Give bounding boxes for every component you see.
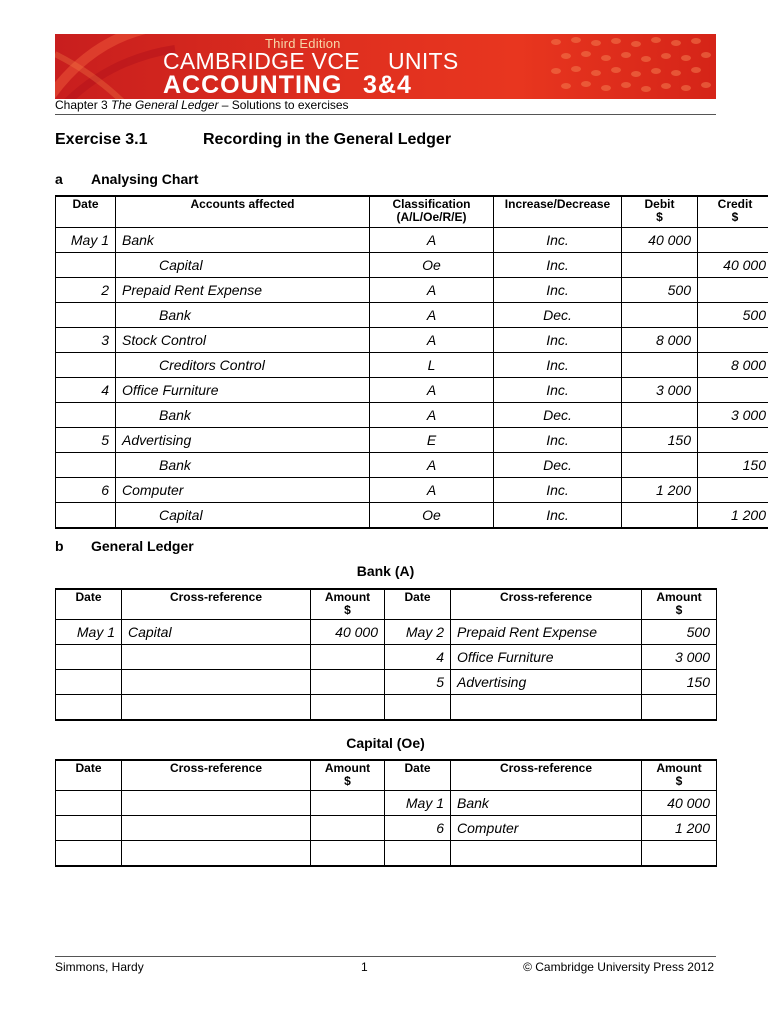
table-row: [56, 253, 768, 278]
credit-cross-reference-cell: [451, 695, 642, 721]
debit-cross-reference-cell: [122, 695, 311, 721]
debit-cell: [622, 403, 698, 428]
classification-cell: A: [370, 403, 494, 428]
debit-date-cell: [56, 670, 122, 695]
credit-amount-cell: 150: [642, 670, 717, 695]
debit-cross-reference-cell: [122, 670, 311, 695]
date-cell: 3: [56, 328, 116, 353]
classification-cell: A: [370, 328, 494, 353]
chapter-heading: [55, 98, 716, 115]
credit-cross-reference-cell: Computer: [451, 816, 642, 841]
banner-units-label: UNITS: [388, 48, 459, 74]
header-credit-line2: $: [731, 210, 739, 224]
debit-amount-cell: [311, 695, 385, 721]
table-row: [56, 478, 768, 503]
header-amount: [311, 760, 385, 791]
debit-cross-reference-cell: Capital: [122, 620, 311, 645]
increase-decrease-cell: Inc.: [494, 278, 622, 303]
footer-copyright: © Cambridge University Press 2012: [523, 960, 714, 974]
credit-cell: 150: [698, 453, 768, 478]
exercise-heading: [55, 131, 451, 149]
header-cross-reference: Cross-reference: [122, 760, 311, 791]
table-row: [56, 328, 768, 353]
table-row: [56, 695, 717, 721]
debit-amount-cell: [311, 670, 385, 695]
increase-decrease-cell: Inc.: [494, 253, 622, 278]
account-cell: Advertising: [116, 428, 370, 453]
table-row: [56, 403, 768, 428]
header-classification: [370, 196, 494, 228]
credit-cross-reference-cell: Advertising: [451, 670, 642, 695]
debit-cell: 150: [622, 428, 698, 453]
debit-date-cell: May 1: [56, 620, 122, 645]
header-cross-reference: Cross-reference: [451, 589, 642, 620]
header-amount-line1: Amount: [324, 761, 371, 775]
credit-cell: [698, 378, 768, 403]
date-cell: 4: [56, 378, 116, 403]
table-row: [56, 303, 768, 328]
credit-date-cell: 6: [385, 816, 451, 841]
table-row: [56, 453, 768, 478]
header-accounts: Accounts affected: [116, 196, 370, 228]
credit-amount-cell: [642, 695, 717, 721]
debit-amount-cell: [311, 841, 385, 867]
debit-cell: 8 000: [622, 328, 698, 353]
section-letter: b: [55, 538, 64, 554]
date-cell: 5: [56, 428, 116, 453]
header-banner: [55, 34, 716, 99]
debit-date-cell: [56, 841, 122, 867]
account-cell: Bank: [116, 453, 370, 478]
banner-series: CAMBRIDGE VCE: [163, 48, 360, 74]
header-debit-line1: Debit: [644, 197, 675, 211]
credit-amount-cell: 40 000: [642, 791, 717, 816]
debit-cell: 500: [622, 278, 698, 303]
header-amount: [642, 760, 717, 791]
footer-author: Simmons, Hardy: [55, 960, 144, 974]
debit-date-cell: [56, 645, 122, 670]
exercise-number: Exercise 3.1: [55, 131, 148, 148]
header-amount-line2: $: [675, 603, 683, 617]
date-cell: [56, 303, 116, 328]
capital-ledger-title: Capital (Oe): [346, 735, 425, 751]
table-row: [56, 228, 768, 253]
classification-cell: Oe: [370, 503, 494, 529]
account-cell: Capital: [116, 503, 370, 529]
increase-decrease-cell: Dec.: [494, 453, 622, 478]
banner-subject: ACCOUNTING: [163, 71, 343, 99]
banner-line2: [163, 71, 412, 99]
header-increase-decrease: Increase/Decrease: [494, 196, 622, 228]
header-cross-reference: Cross-reference: [451, 760, 642, 791]
account-cell: Bank: [116, 228, 370, 253]
analysing-chart-table: [55, 195, 768, 529]
date-cell: [56, 403, 116, 428]
debit-date-cell: [56, 695, 122, 721]
credit-amount-cell: 3 000: [642, 645, 717, 670]
header-debit-line2: $: [656, 210, 663, 224]
chapter-number: Chapter 3: [55, 98, 108, 112]
credit-cell: 3 000: [698, 403, 768, 428]
table-row: [56, 670, 717, 695]
account-cell: Stock Control: [116, 328, 370, 353]
credit-cross-reference-cell: [451, 841, 642, 867]
debit-cell: [622, 353, 698, 378]
header-date: Date: [385, 589, 451, 620]
header-credit: [698, 196, 768, 228]
increase-decrease-cell: Inc.: [494, 228, 622, 253]
section-b-heading: [55, 538, 194, 554]
table-row: [56, 620, 717, 645]
debit-amount-cell: [311, 816, 385, 841]
header-amount-line2: $: [344, 774, 351, 788]
account-cell: Bank: [116, 403, 370, 428]
table-row: [56, 353, 768, 378]
debit-date-cell: [56, 816, 122, 841]
increase-decrease-cell: Dec.: [494, 403, 622, 428]
credit-cell: [698, 228, 768, 253]
table-row: [56, 645, 717, 670]
credit-date-cell: May 1: [385, 791, 451, 816]
table-row: [56, 503, 768, 529]
credit-cross-reference-cell: Bank: [451, 791, 642, 816]
credit-cell: 500: [698, 303, 768, 328]
table-header-row: [56, 196, 768, 228]
debit-cell: 3 000: [622, 378, 698, 403]
account-cell: Capital: [116, 253, 370, 278]
header-amount-line1: Amount: [324, 590, 371, 604]
credit-amount-cell: 1 200: [642, 816, 717, 841]
header-date: Date: [56, 196, 116, 228]
credit-date-cell: 4: [385, 645, 451, 670]
header-amount-line2: $: [675, 774, 683, 788]
classification-cell: A: [370, 378, 494, 403]
classification-cell: Oe: [370, 253, 494, 278]
date-cell: 6: [56, 478, 116, 503]
section-letter: a: [55, 171, 63, 187]
debit-amount-cell: [311, 791, 385, 816]
table-header-row: [56, 589, 717, 620]
classification-cell: E: [370, 428, 494, 453]
table-row: [56, 841, 717, 867]
table-row: [56, 428, 768, 453]
account-cell: Prepaid Rent Expense: [116, 278, 370, 303]
credit-cell: 1 200: [698, 503, 768, 529]
chapter-title: The General Ledger: [111, 98, 219, 112]
increase-decrease-cell: Inc.: [494, 428, 622, 453]
header-amount: [642, 589, 717, 620]
increase-decrease-cell: Inc.: [494, 328, 622, 353]
date-cell: [56, 253, 116, 278]
banner-units-number: 3&4: [363, 71, 412, 99]
section-a-heading: [55, 171, 198, 187]
debit-cell: [622, 303, 698, 328]
account-cell: Bank: [116, 303, 370, 328]
header-amount: [311, 589, 385, 620]
date-cell: 2: [56, 278, 116, 303]
chapter-suffix: – Solutions to exercises: [221, 98, 349, 112]
header-classification-line2: (A/L/Oe/R/E): [396, 210, 467, 224]
header-date: Date: [56, 760, 122, 791]
capital-ledger-table: [55, 759, 717, 867]
increase-decrease-cell: Inc.: [494, 378, 622, 403]
credit-cell: [698, 328, 768, 353]
classification-cell: A: [370, 228, 494, 253]
account-cell: Computer: [116, 478, 370, 503]
credit-amount-cell: 500: [642, 620, 717, 645]
increase-decrease-cell: Inc.: [494, 478, 622, 503]
date-cell: May 1: [56, 228, 116, 253]
credit-cell: 8 000: [698, 353, 768, 378]
banner-dots-graphic: [546, 34, 716, 99]
debit-date-cell: [56, 791, 122, 816]
debit-cell: 1 200: [622, 478, 698, 503]
date-cell: [56, 353, 116, 378]
debit-cross-reference-cell: [122, 791, 311, 816]
debit-cross-reference-cell: [122, 841, 311, 867]
date-cell: [56, 453, 116, 478]
debit-cross-reference-cell: [122, 645, 311, 670]
exercise-title: Recording in the General Ledger: [203, 131, 452, 148]
credit-date-cell: May 2: [385, 620, 451, 645]
bank-ledger-table: [55, 588, 717, 721]
header-date: Date: [385, 760, 451, 791]
table-row: [56, 278, 768, 303]
footer-page-number: 1: [361, 960, 368, 974]
credit-cell: 40 000: [698, 253, 768, 278]
header-date: Date: [56, 589, 122, 620]
classification-cell: A: [370, 278, 494, 303]
section-title: General Ledger: [91, 538, 194, 554]
increase-decrease-cell: Inc.: [494, 353, 622, 378]
header-amount-line2: $: [344, 603, 351, 617]
credit-cross-reference-cell: Prepaid Rent Expense: [451, 620, 642, 645]
classification-cell: A: [370, 453, 494, 478]
classification-cell: L: [370, 353, 494, 378]
credit-cell: [698, 278, 768, 303]
debit-amount-cell: 40 000: [311, 620, 385, 645]
table-row: [56, 816, 717, 841]
header-cross-reference: Cross-reference: [122, 589, 311, 620]
debit-amount-cell: [311, 645, 385, 670]
account-cell: Creditors Control: [116, 353, 370, 378]
header-debit: [622, 196, 698, 228]
classification-cell: A: [370, 478, 494, 503]
increase-decrease-cell: Inc.: [494, 503, 622, 529]
header-classification-line1: Classification: [392, 197, 471, 211]
credit-date-cell: [385, 841, 451, 867]
account-cell: Office Furniture: [116, 378, 370, 403]
table-row: [56, 791, 717, 816]
credit-amount-cell: [642, 841, 717, 867]
page-footer: [55, 956, 716, 977]
debit-cell: [622, 453, 698, 478]
banner-edition: Third Edition: [265, 36, 341, 51]
increase-decrease-cell: Dec.: [494, 303, 622, 328]
table-row: [56, 378, 768, 403]
header-credit-line1: Credit: [717, 197, 753, 211]
debit-cross-reference-cell: [122, 816, 311, 841]
classification-cell: A: [370, 303, 494, 328]
debit-cell: [622, 253, 698, 278]
date-cell: [56, 503, 116, 529]
debit-cell: 40 000: [622, 228, 698, 253]
header-amount-line1: Amount: [656, 590, 702, 604]
header-amount-line1: Amount: [656, 761, 702, 775]
credit-cell: [698, 478, 768, 503]
credit-cross-reference-cell: Office Furniture: [451, 645, 642, 670]
section-title: Analysing Chart: [91, 171, 199, 187]
credit-date-cell: [385, 695, 451, 721]
bank-ledger-title: Bank (A): [356, 563, 415, 579]
credit-cell: [698, 428, 768, 453]
debit-cell: [622, 503, 698, 529]
credit-date-cell: 5: [385, 670, 451, 695]
table-header-row: [56, 760, 717, 791]
